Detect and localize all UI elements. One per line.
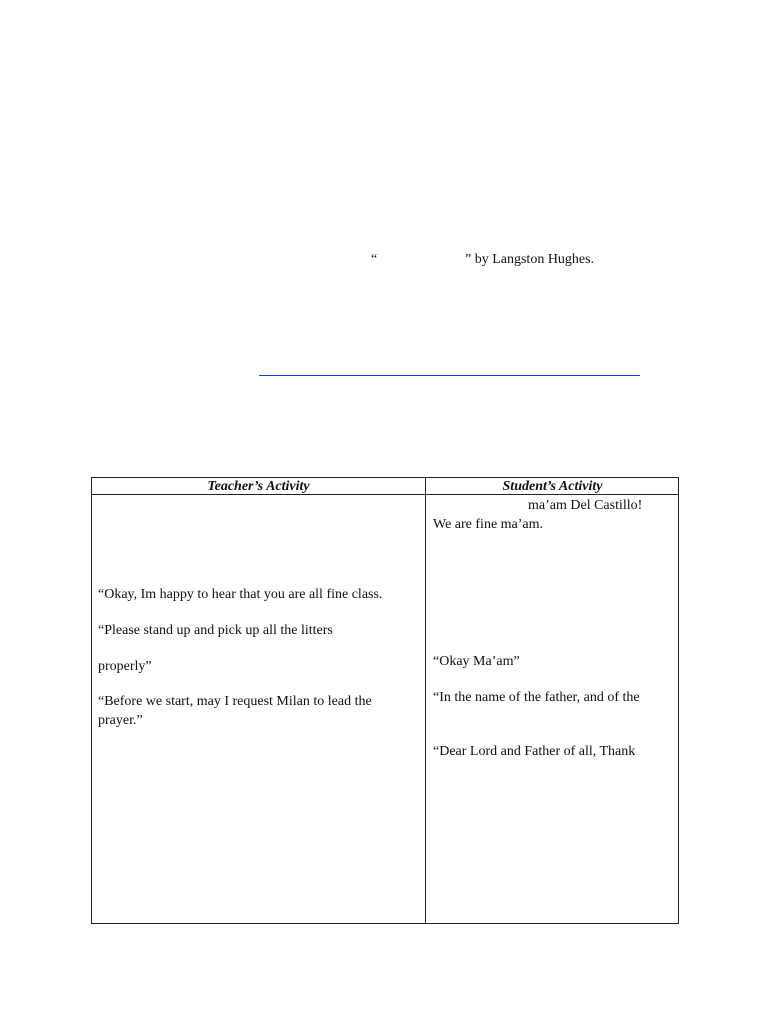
teacher-line: prayer.” (98, 713, 143, 728)
student-line: ma’am Del Castillo! (528, 498, 643, 513)
student-line: “Okay Ma’am” (433, 654, 520, 669)
student-line: “In the name of the father, and of the (433, 690, 640, 705)
teacher-activity-header: Teacher’s Activity (207, 479, 310, 494)
teacher-line: properly” (98, 659, 152, 674)
student-line: “Dear Lord and Father of all, Thank (433, 744, 636, 759)
table-header-row (92, 478, 678, 495)
student-activity-header: Student’s Activity (502, 479, 603, 494)
teacher-line: “Before we start, may I request Milan to lead the (98, 694, 372, 709)
teacher-line: “Okay, Im happy to hear that you are all fine class. (98, 587, 383, 602)
poem-author-byline: ” by Langston Hughes. (465, 252, 595, 267)
hyperlink-underline[interactable] (259, 375, 640, 376)
teacher-line: “Please stand up and pick up all the litters (98, 623, 333, 638)
poem-title-open-quote: “ (371, 252, 378, 267)
column-divider (425, 478, 426, 923)
student-line: We are fine ma’am. (433, 517, 544, 532)
activity-table (91, 477, 679, 924)
